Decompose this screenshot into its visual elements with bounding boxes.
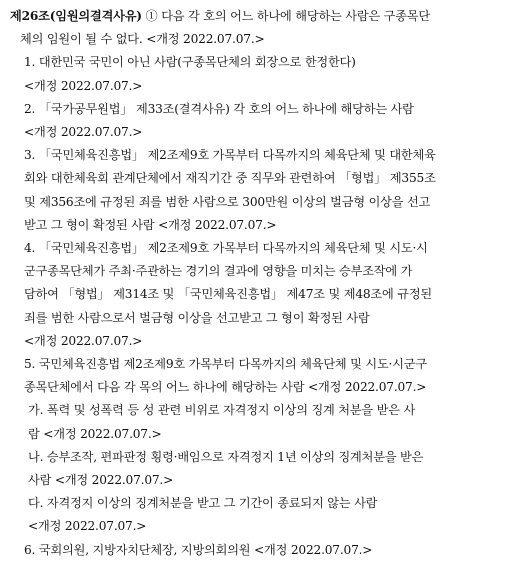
item-3-line: 및 제356조에 규정된 죄를 범한 사람으로 300만원 이상의 벌금형 이상을 선고 (24, 194, 431, 209)
sub-item-amendment: 사람 <개정 2022.07.07.> (28, 473, 174, 488)
sub-item-line: 가. 폭력 및 성폭력 등 성 관련 비위로 자격정지 이상의 징계 처분을 받은 사 (28, 403, 416, 418)
item-4-line: 군구종목단체가 주최·주관하는 경기의 결과에 영향을 미치는 승부조작에 가 (24, 264, 413, 279)
item-5 (10, 353, 509, 539)
item-1-line: 1. 대한민국 국민이 아닌 사람(구종목단체의 회장으로 한정한다) (24, 55, 356, 70)
sub-item-line: 나. 승부조작, 편파판정 횡령·배임으로 자격정지 1년 이상의 징계처분을 받은 (28, 449, 424, 464)
article-intro-continuation: 체의 임원이 될 수 없다. <개정 2022.07.07.> (20, 32, 265, 47)
item-4 (10, 237, 509, 353)
item-2-amendment: <개정 2022.07.07.> (24, 125, 143, 140)
item-4-amendment: <개정 2022.07.07.> (24, 333, 143, 348)
item-4-line: 4. 「국민체육진흥법」 제2조제9호 가목부터 다목까지의 체육단체 및 시도·시 (24, 241, 428, 256)
item-4-line: 담하여 「형법」 제314조 및 「국민체육진흥법」 제47조 및 제48조에 규정된 (24, 287, 432, 302)
item-5-sub-na (10, 446, 509, 492)
item-5-sub-da (10, 492, 509, 538)
item-4-line: 죄를 범한 사람으로서 벌금형 이상을 선고받고 그 형이 확정된 사람 (24, 310, 370, 325)
item-5-line: 종목단체에서 다음 각 목의 어느 하나에 해당하는 사람 <개정 2022.07.07.> (24, 380, 427, 395)
item-3-line: 회와 대한체육회 관계단체에서 재직기간 중 직무와 관련하여 「형법」 제355조 (24, 171, 436, 186)
item-3-amendment: 받고 그 형이 확정된 사람 <개정 2022.07.07.> (24, 217, 277, 232)
article-title: 제26조(임원의결격사유) (10, 9, 142, 23)
item-5-sub-ga (10, 399, 509, 445)
item-1 (10, 51, 509, 97)
item-1-amendment: <개정 2022.07.07.> (24, 78, 143, 93)
item-2 (10, 98, 509, 144)
article-intro-text: ① 다음 각 호의 어느 하나에 해당하는 사람은 구종목단 (141, 9, 430, 23)
sub-item-amendment: <개정 2022.07.07.> (28, 519, 147, 534)
item-5-line: 5. 국민체육진흥법 제2조제9호 가목부터 다목까지의 체육단체 및 시도·시군구 (24, 357, 427, 372)
sub-item-amendment: 람 <개정 2022.07.07.> (28, 426, 162, 441)
item-6-line: 6. 국회의원, 지방자치단체장, 지방의회의원 <개정 2022.07.07.> (24, 542, 373, 557)
item-3 (10, 144, 509, 237)
item-2-line: 2. 「국가공무원법」 제33조(결격사유) 각 호의 어느 하나에 해당하는 사람 (24, 101, 414, 116)
article-intro (10, 5, 509, 28)
item-3-line: 3. 「국민체육진흥법」 제2조제9호 가목부터 다목까지의 체육단체 및 대한체육 (24, 148, 436, 163)
item-6 (10, 539, 509, 562)
sub-item-line: 다. 자격정지 이상의 징계처분을 받고 그 기간이 종료되지 않는 사람 (28, 496, 378, 511)
